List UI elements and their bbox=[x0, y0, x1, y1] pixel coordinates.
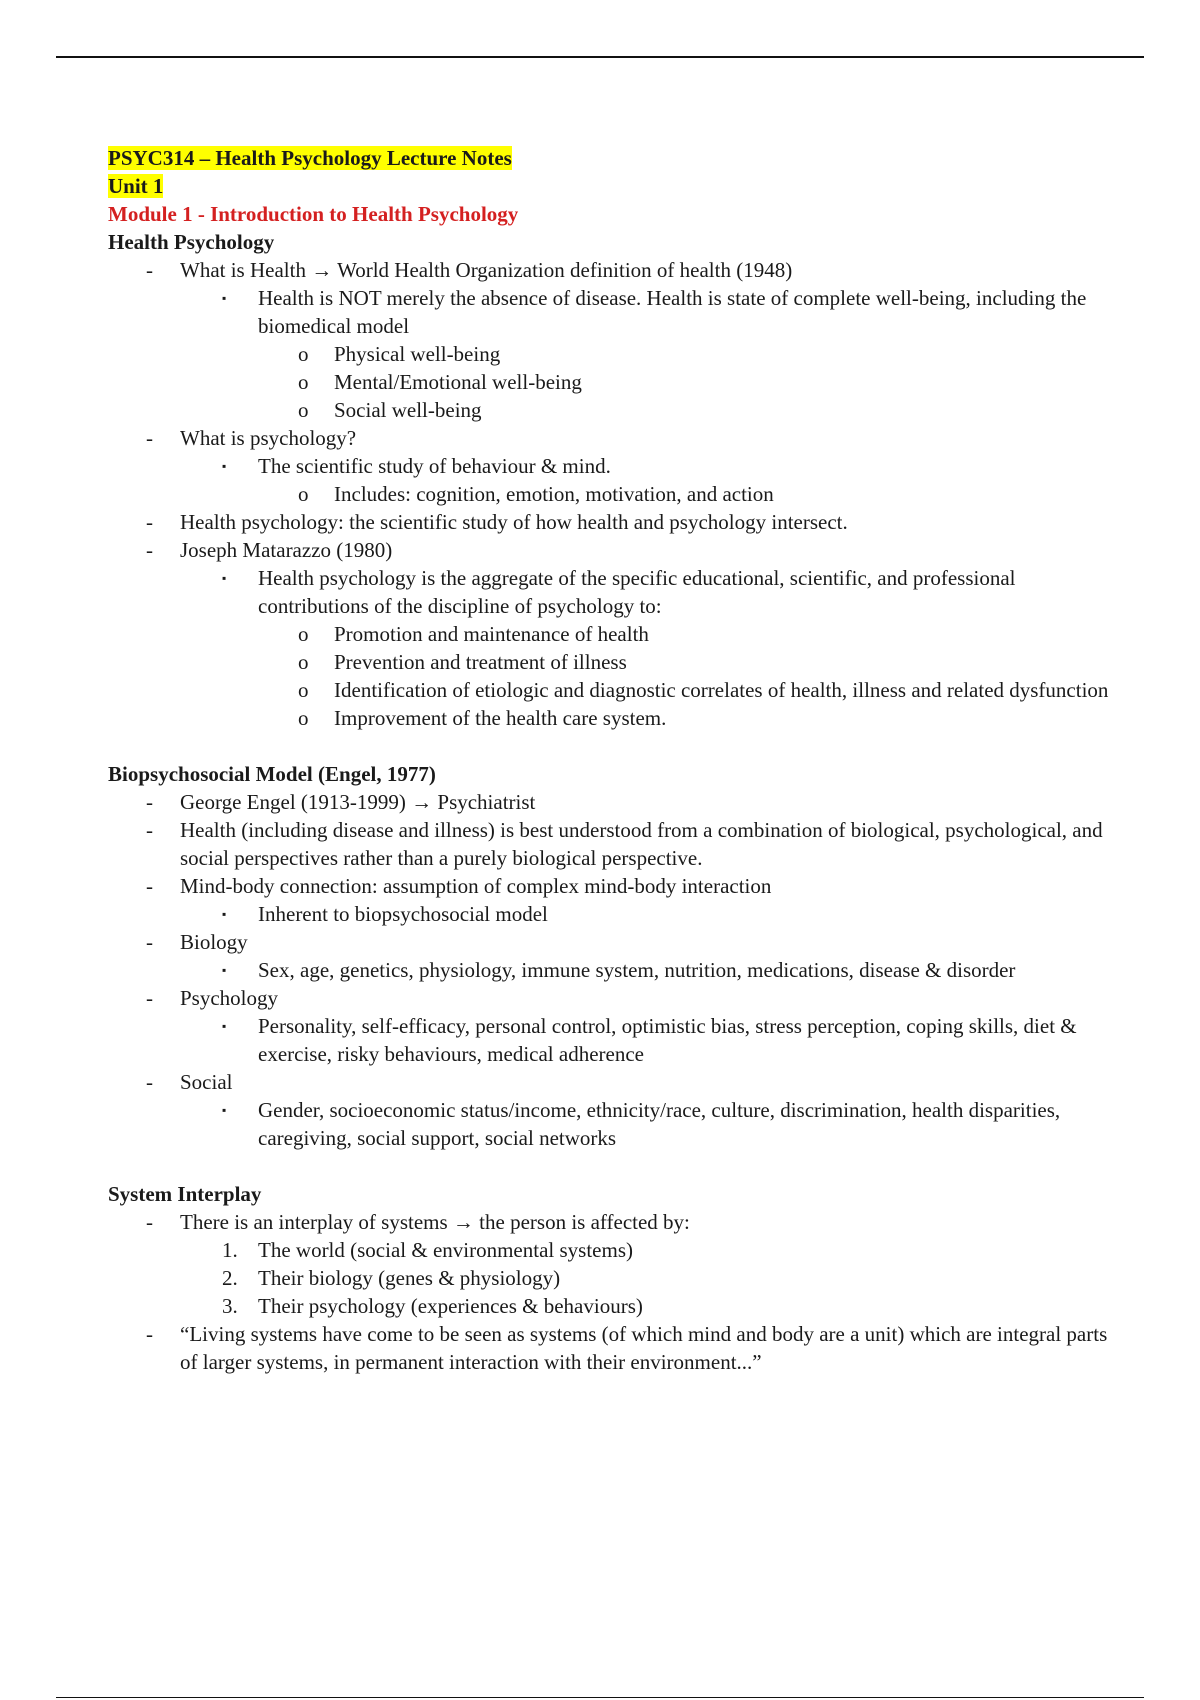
list-item: - Psychology bbox=[146, 986, 279, 1010]
dash-bullet: - bbox=[146, 986, 153, 1010]
list-item: o Includes: cognition, emotion, motivation, and action bbox=[298, 482, 774, 506]
dash-bullet: - bbox=[146, 1070, 153, 1094]
square-bullet: ▪ bbox=[222, 291, 227, 305]
list-item: o Mental/Emotional well-being bbox=[298, 370, 582, 394]
list-item: o Promotion and maintenance of health bbox=[298, 622, 649, 646]
circle-bullet: o bbox=[298, 342, 309, 366]
list-item: o Physical well-being bbox=[298, 342, 501, 366]
circle-bullet: o bbox=[298, 622, 309, 646]
list-item: - “Living systems have come to be seen as systems (of which mind and body are a unit) which are integral parts of larger systems, in permanent interaction with their environment...” bbox=[146, 1322, 1108, 1374]
list-item: o Prevention and treatment of illness bbox=[298, 650, 627, 674]
top-rule bbox=[56, 56, 1144, 58]
dash-bullet: - bbox=[146, 790, 153, 814]
list-item: ▪ Health psychology is the aggregate of the specific educational, scientific, and professional contributions of the discipline of psychology to: bbox=[222, 566, 1016, 618]
list-item: - Health psychology: the scientific study of how health and psychology intersect. bbox=[146, 510, 848, 534]
square-bullet: ▪ bbox=[222, 571, 227, 585]
document-page bbox=[108, 144, 1118, 1376]
dash-bullet: - bbox=[146, 818, 153, 842]
list-item: o Improvement of the health care system. bbox=[298, 706, 667, 730]
list-item: - Health (including disease and illness) is best understood from a combination of biological, psychological, and social perspectives rather than a purely biological perspective. bbox=[146, 818, 1103, 870]
circle-bullet: o bbox=[298, 370, 309, 394]
unit-label: Unit 1 bbox=[108, 174, 164, 198]
circle-bullet: o bbox=[298, 678, 309, 702]
list-item: o Identification of etiologic and diagnostic correlates of health, illness and related dysfunction bbox=[298, 678, 1109, 702]
section-heading-health-psychology: Health Psychology bbox=[108, 230, 275, 254]
numbered-item: 3. Their psychology (experiences & behaviours) bbox=[222, 1294, 643, 1318]
circle-bullet: o bbox=[298, 398, 309, 422]
item-number: 1. bbox=[222, 1238, 238, 1262]
list-item: ▪ Gender, socioeconomic status/income, ethnicity/race, culture, discrimination, health disparities, caregiving, social support, social networks bbox=[222, 1098, 1061, 1150]
dash-bullet: - bbox=[146, 426, 153, 450]
numbered-item: 2. Their biology (genes & physiology) bbox=[222, 1266, 561, 1290]
square-bullet: ▪ bbox=[222, 1019, 227, 1033]
dash-bullet: - bbox=[146, 1210, 153, 1234]
dash-bullet: - bbox=[146, 510, 153, 534]
list-item: ▪ Sex, age, genetics, physiology, immune system, nutrition, medications, disease & disorder bbox=[222, 958, 1016, 982]
square-bullet: ▪ bbox=[222, 1103, 227, 1117]
item-number: 3. bbox=[222, 1294, 238, 1318]
dash-bullet: - bbox=[146, 538, 153, 562]
course-title: PSYC314 – Health Psychology Lecture Notes bbox=[108, 146, 512, 170]
circle-bullet: o bbox=[298, 650, 309, 674]
square-bullet: ▪ bbox=[222, 963, 227, 977]
square-bullet: ▪ bbox=[222, 459, 227, 473]
list-item: - There is an interplay of systems → the person is affected by: bbox=[146, 1210, 690, 1234]
list-item: - Social bbox=[146, 1070, 233, 1094]
list-item: ▪ The scientific study of behaviour & mind. bbox=[222, 454, 611, 478]
circle-bullet: o bbox=[298, 706, 309, 730]
numbered-item: 1. The world (social & environmental systems) bbox=[222, 1238, 633, 1262]
dash-bullet: - bbox=[146, 930, 153, 954]
list-item: - Joseph Matarazzo (1980) bbox=[146, 538, 393, 562]
dash-bullet: - bbox=[146, 258, 153, 282]
dash-bullet: - bbox=[146, 874, 153, 898]
square-bullet: ▪ bbox=[222, 907, 227, 921]
dash-bullet: - bbox=[146, 1322, 153, 1346]
list-item: - What is Health → World Health Organization definition of health (1948) bbox=[146, 258, 793, 282]
circle-bullet: o bbox=[298, 482, 309, 506]
section-heading-system-interplay: System Interplay bbox=[108, 1182, 262, 1206]
list-item: o Social well-being bbox=[298, 398, 482, 422]
list-item: - George Engel (1913-1999) → Psychiatrist bbox=[146, 790, 536, 814]
list-item: - Biology bbox=[146, 930, 248, 954]
list-item: ▪ Inherent to biopsychosocial model bbox=[222, 902, 548, 926]
bottom-rule bbox=[56, 1697, 1144, 1698]
list-item: - Mind-body connection: assumption of complex mind-body interaction bbox=[146, 874, 772, 898]
list-item: ▪ Health is NOT merely the absence of disease. Health is state of complete well-being, including the biomedical model bbox=[222, 286, 1087, 338]
list-item: ▪ Personality, self-efficacy, personal control, optimistic bias, stress perception, coping skills, diet & exercise, risky behaviours, medical adherence bbox=[222, 1014, 1077, 1066]
module-title: Module 1 - Introduction to Health Psychology bbox=[108, 202, 519, 226]
list-item: - What is psychology? bbox=[146, 426, 357, 450]
item-number: 2. bbox=[222, 1266, 238, 1290]
section-heading-biopsychosocial: Biopsychosocial Model (Engel, 1977) bbox=[108, 762, 436, 786]
